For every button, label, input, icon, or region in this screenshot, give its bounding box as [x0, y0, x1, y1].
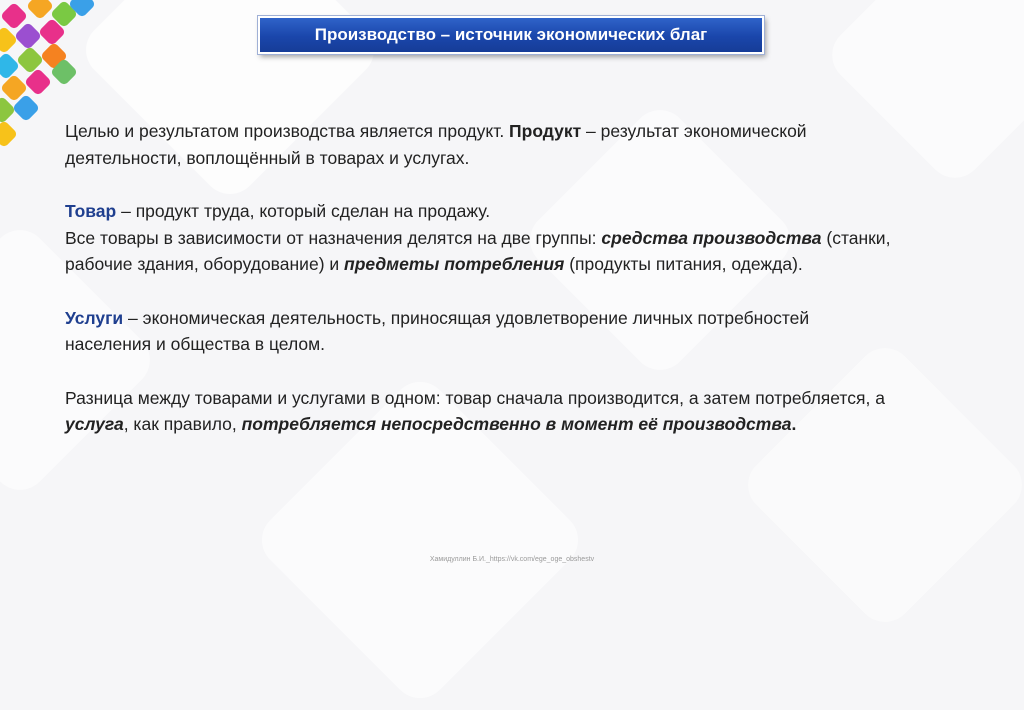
text-run: – результат экономической деятельности, воплощённый в товарах и услугах. — [65, 121, 807, 168]
term-consumer-goods: предметы потребления — [344, 254, 565, 274]
paragraph-product — [65, 118, 900, 171]
term-goods: Товар — [65, 201, 117, 221]
text-run: – экономическая деятельность, приносящая удовлетворение личных потребностей населения и общества в целом. — [65, 307, 810, 354]
slide-title-text: Производство – источник экономических благ — [314, 25, 708, 44]
text-run: , как правило, — [123, 414, 242, 434]
term-services: Услуги — [65, 307, 124, 328]
text-run: (продукты питания, одежда). — [564, 254, 803, 274]
term-means-of-production: средства производства — [601, 227, 822, 248]
term-consumed-immediately: потребляется непосредственно в момент её производства — [241, 414, 792, 434]
paragraph-goods — [65, 198, 900, 278]
slide-title — [258, 16, 764, 54]
text-run: – продукт труда, который сделан на продажу. — [116, 201, 491, 221]
footer-credit: Хамидуллин Б.И._https://vk.com/ege_oge_obshestv — [429, 556, 595, 563]
text-run: . — [791, 414, 797, 434]
paragraph-difference — [65, 385, 900, 438]
text-run: Все товары в зависимости от назначения делятся на две группы: — [65, 227, 602, 248]
paragraph-services — [65, 305, 900, 358]
text-run: (станки, рабочие здания, оборудование) и — [65, 227, 891, 274]
term-product: Продукт — [509, 121, 582, 141]
slide-body — [65, 118, 900, 465]
text-run: Целью и результатом производства является продукт. — [65, 121, 510, 141]
text-run: Разница между товарами и услугами в одном: товар сначала производится, а затем потребляется, а — [65, 387, 885, 408]
term-service: услуга — [65, 414, 124, 434]
